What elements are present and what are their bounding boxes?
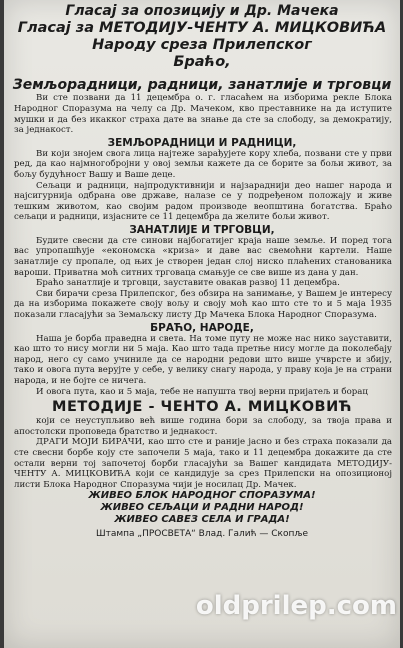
section-craftsmen-paragraph-1: Будите свесни да сте синови најбогатијег краја наше земље. И поред тога вас упропашћује «економска «криза» и даве вас свемоћни картели. Наше занатлије су пропале, од њих је створен један слој ниско плаћених станованика вароши. Приватна моћ ситних трговаца смањује се све више из дана у дан. xyxy=(14,235,392,278)
header-line-5: Земљорадници, радници, занатлије и трговци xyxy=(12,76,392,93)
candidate-name: МЕТОДИЈЕ - ЧЕНТО А. МИЦКОВИЋ xyxy=(52,399,352,416)
printer-credit: Штампа „ПРОСВЕТА“ Влад. Галић — Скопље xyxy=(95,529,309,540)
brothers-title: БРАЋО, НАРОДЕ, xyxy=(150,321,254,334)
intro-paragraph: Ви сте позвани да 11 децембра о. г. гласаћем на изборима рекле Блока Народног Споразума на челу са Др. Мачеком, кво преставнике на да иступите мушки и да без икакког страха дате ва знање да сте за слободу, за демократију, за једнакост. xyxy=(14,93,392,136)
section-farmers-paragraph-1: Ви који знојем свога лица најтеже зарађујете кору хлеба, позвани сте у први ред, да као најмногобројни у овој земљи кажете да се борите за бољи живот, за бољу будућност Вашу и Ваше деце. xyxy=(14,148,392,180)
header-line-1: Гласај за опозицију и Др. Мачека xyxy=(65,3,339,19)
header-line-2: Гласај за МЕТОДИЈУ-ЧЕНТУ А. МИЦКОВИЋА xyxy=(17,19,387,36)
closing-paragraph: ДРАГИ МОЈИ БИРАЧИ, као што сте и раније јасно и без страха показали да сте свесни борбе коју сте започели 5 маја, тако и 11 децембра докажите да сте остали верни тој започетој борби гласајући за Вашег кандидата МЕТОДИЈУ-ЧЕНТУ А. МИЦКОВИЋА који се кандидује за срез Прилепски на опозиционој листи Блока Народног Споразума чији је носилац Др. Мачек. xyxy=(14,437,392,490)
section-title-craftsmen: ЗАНАТЛИЈЕ И ТРГОВЦИ, xyxy=(129,223,275,236)
election-poster xyxy=(4,0,400,648)
section-farmers-paragraph-2: Сељаци и радници, најпродуктивнији и најзараднији део нашег народа и најсигурнија одбрана ове државе, налазе се у подређеном положају и живе тешким животом, као својим радом производе веопштина богатства. Браћо сељаци и радници, изјасните се 11 децембра да желите бољи живот. xyxy=(14,180,392,223)
slogan-2: ЖИВЕО СЕЉАЦИ И РАДНИ НАРОД! xyxy=(100,502,304,514)
slogan-1: ЖИВЕО БЛОК НАРОДНОГ СПОРАЗУМА! xyxy=(88,490,316,502)
candidate-paragraph: који се неуступљиво већ више година бори за слободу, за твоја права и апостолски проповеда братство и једнакост. xyxy=(14,416,392,437)
header-line-4: Браћо, xyxy=(173,53,231,70)
slogan-3: ЖИВЕО САВЕЗ СЕЛА И ГРАДА! xyxy=(114,514,290,526)
brothers-paragraph-1: Наша је борба праведна и света. На томе путу не може нас нико зауставити, као што то нису могли ни 5 маја. Као што тада претње нису могле да поколебају народ, него су само учиниле да се народни редови што више учврсте и збију, тако и овога пута верујте у себе, у велику снагу народа, у праву која је на страни народа, и не бојте се ничега. xyxy=(14,333,392,387)
watermark: oldprilep.com xyxy=(195,591,397,621)
voters-paragraph: Сви бирачи среза Прилепског, без обзира на занимање, у Вашем је интересу да на изборима покажете своју вољу и своју моћ као што сте то и 5 маја 1935 показали гласајући за Земаљску листу Др Мачека Блока Народног Споразума. xyxy=(14,288,392,321)
section-craftsmen-paragraph-2: Браћо занатлије и трговци, зауставите овакав развој 11 децембра. xyxy=(36,278,340,289)
section-title-farmers: ЗЕМЉОРАДНИЦИ И РАДНИЦИ, xyxy=(107,136,297,149)
brothers-paragraph-2: И овога пута, као и 5 маја, тебе не напушта твој верни пријатељ и борац xyxy=(36,386,368,397)
header-line-3: Народу среза Прилепског xyxy=(92,36,312,53)
